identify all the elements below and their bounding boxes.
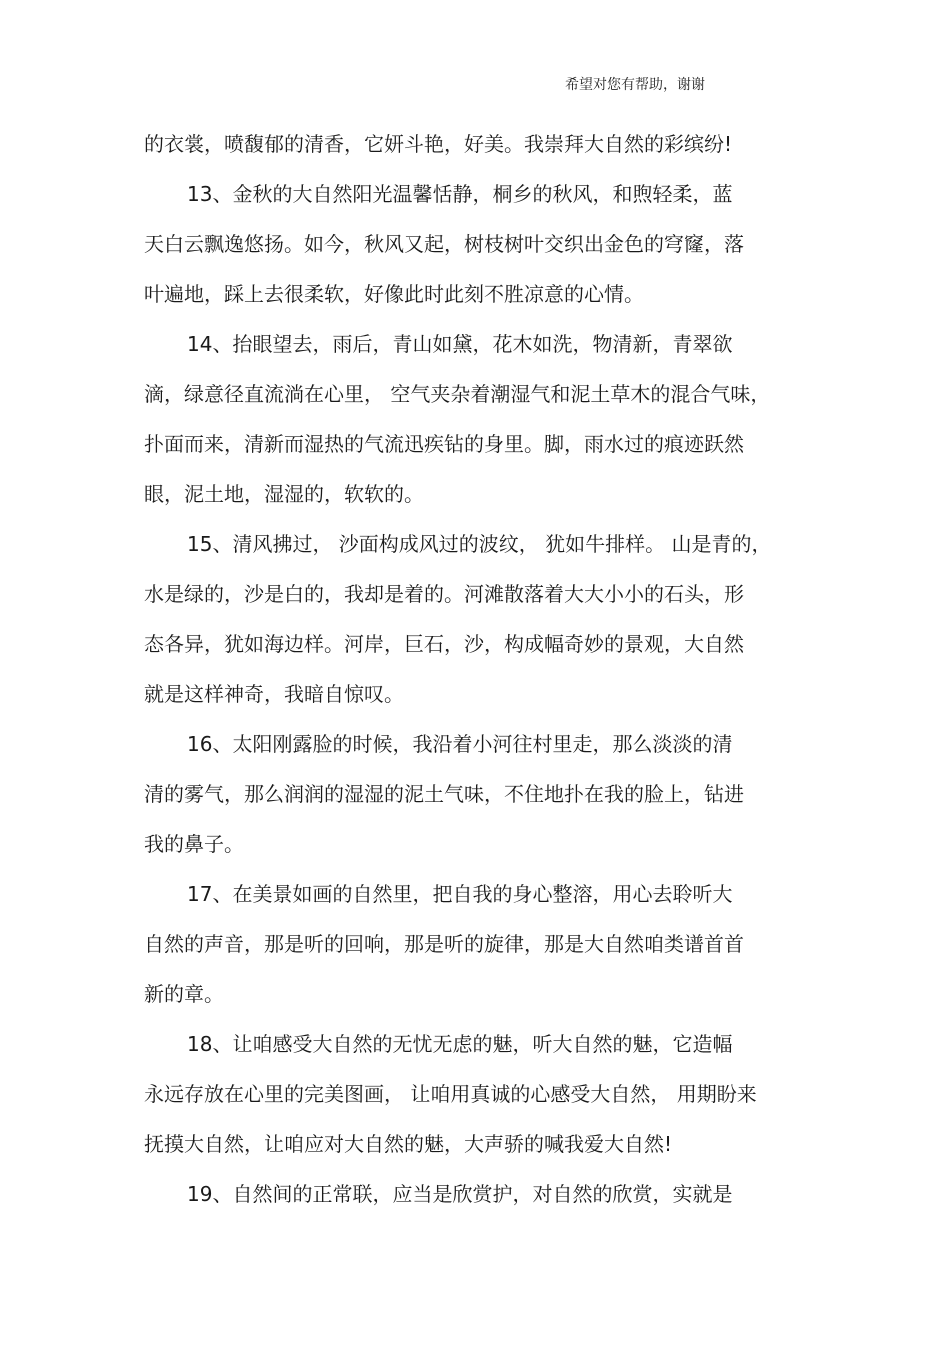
paragraph-13-line-1: 13、金秋的大自然阳光温馨恬静，桐乡的秋风，和煦轻柔，蓝 — [187, 182, 733, 206]
text-line: 态各异，犹如海边样。河岸，巨石，沙，构成幅奇妙的景观，大自然 — [144, 632, 744, 656]
paragraph-18-line-1: 18、让咱感受大自然的无忧无虑的魅，听大自然的魅，它造幅 — [187, 1032, 733, 1056]
text-line: 我的鼻子。 — [144, 832, 244, 856]
text-line: 叶遍地，踩上去很柔软，好像此时此刻不胜凉意的心情。 — [144, 282, 644, 306]
text-line: 滴，绿意径直流淌在心里， 空气夹杂着潮湿气和泥土草木的混合气味， — [144, 382, 771, 406]
text-line: 清的雾气，那么润润的湿湿的泥土气味，不住地扑在我的脸上，钻进 — [144, 782, 744, 806]
paragraph-17-line-1: 17、在美景如画的自然里，把自我的身心整溶，用心去聆听大 — [187, 882, 733, 906]
paragraph-16-line-1: 16、太阳刚露脸的时候，我沿着小河往村里走，那么淡淡的清 — [187, 732, 733, 756]
text-line: 自然的声音，那是听的回响，那是听的旋律，那是大自然咱类谱首首 — [144, 932, 744, 956]
page-header: 希望对您有帮助，谢谢 — [565, 77, 705, 93]
text-line: 新的章。 — [144, 982, 224, 1006]
paragraph-15-line-1: 15、清风拂过， 沙面构成风过的波纹， 犹如牛排样。 山是青的， — [187, 532, 772, 556]
text-line: 抚摸大自然，让咱应对大自然的魅，大声骄的喊我爱大自然! — [144, 1132, 673, 1156]
text-line: 眼，泥土地，湿湿的，软软的。 — [144, 482, 424, 506]
text-line: 扑面而来，清新而湿热的气流迅疾钻的身里。脚，雨水过的痕迹跃然 — [144, 432, 744, 456]
text-line: 水是绿的，沙是白的，我却是着的。河滩散落着大大小小的石头，形 — [144, 582, 744, 606]
text-line: 永远存放在心里的完美图画， 让咱用真诚的心感受大自然， 用期盼来 — [144, 1082, 757, 1106]
paragraph-14-line-1: 14、抬眼望去，雨后，青山如黛，花木如洗，物清新，青翠欲 — [187, 332, 733, 356]
paragraph-19-line-1: 19、自然间的正常联，应当是欣赏护，对自然的欣赏，实就是 — [187, 1182, 733, 1206]
text-line: 就是这样神奇，我暗自惊叹。 — [144, 682, 404, 706]
text-line: 天白云飘逸悠扬。如今，秋风又起，树枝树叶交织出金色的穹窿，落 — [144, 232, 744, 256]
text-line: 的衣裳，喷馥郁的清香，它妍斗艳，好美。我崇拜大自然的彩缤纷! — [144, 132, 733, 156]
